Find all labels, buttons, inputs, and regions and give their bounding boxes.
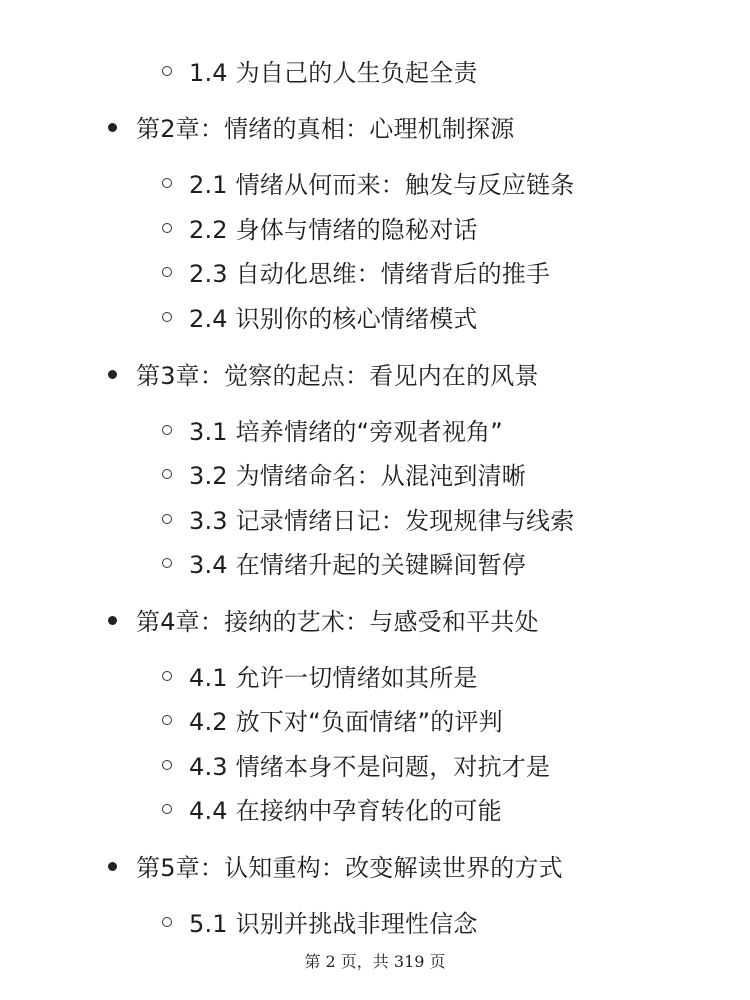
toc-section-item xyxy=(162,455,526,495)
page-number-footer: 第 2 页，共 319 页 xyxy=(304,952,446,971)
toc-chapter-label: 第2章：情绪的真相：心理机制探源 xyxy=(136,115,515,143)
hollow-bullet-icon xyxy=(162,760,172,770)
toc-chapter-item xyxy=(108,847,563,887)
toc-chapter-item xyxy=(108,355,539,395)
toc-section-label: 4.2 放下对“负面情绪”的评判 xyxy=(189,708,503,736)
hollow-bullet-icon xyxy=(162,223,172,233)
filled-bullet-icon xyxy=(108,616,117,625)
hollow-bullet-icon xyxy=(162,671,172,681)
toc-section-label: 4.3 情绪本身不是问题，对抗才是 xyxy=(189,753,551,781)
toc-section-item xyxy=(162,701,503,741)
hollow-bullet-icon xyxy=(162,66,172,76)
hollow-bullet-icon xyxy=(162,425,172,435)
filled-bullet-icon xyxy=(108,123,117,132)
toc-section-item xyxy=(162,209,478,249)
toc-section-label: 5.1 识别并挑战非理性信念 xyxy=(189,910,478,938)
toc-section-item xyxy=(162,544,526,584)
hollow-bullet-icon xyxy=(162,514,172,524)
hollow-bullet-icon xyxy=(162,917,172,927)
toc-chapter-item xyxy=(108,601,539,641)
toc-section-label: 3.4 在情绪升起的关键瞬间暂停 xyxy=(189,551,526,579)
toc-section-label: 2.3 自动化思维：情绪背后的推手 xyxy=(189,260,551,288)
toc-section-label: 3.2 为情绪命名：从混沌到清晰 xyxy=(189,462,526,490)
toc-section-label: 4.4 在接纳中孕育转化的可能 xyxy=(189,797,502,825)
hollow-bullet-icon xyxy=(162,312,172,322)
toc-section-label: 4.1 允许一切情绪如其所是 xyxy=(189,664,478,692)
toc-section-item xyxy=(162,253,550,293)
toc-section-item xyxy=(162,903,478,943)
toc-section-item xyxy=(162,298,478,338)
toc-section-item xyxy=(162,500,574,540)
toc-section-item xyxy=(162,52,478,92)
hollow-bullet-icon xyxy=(162,267,172,277)
toc-chapter-label: 第4章：接纳的艺术：与感受和平共处 xyxy=(136,608,539,636)
filled-bullet-icon xyxy=(108,370,117,379)
hollow-bullet-icon xyxy=(162,178,172,188)
toc-section-label: 1.4 为自己的人生负起全责 xyxy=(189,59,478,87)
toc-section-item xyxy=(162,790,502,830)
toc-chapter-label: 第5章：认知重构：改变解读世界的方式 xyxy=(136,854,563,882)
toc-section-label: 2.2 身体与情绪的隐秘对话 xyxy=(189,216,478,244)
filled-bullet-icon xyxy=(108,862,117,871)
toc-section-label: 2.4 识别你的核心情绪模式 xyxy=(189,305,478,333)
toc-chapter-item xyxy=(108,108,514,148)
toc-section-item xyxy=(162,657,478,697)
toc-section-item xyxy=(162,411,503,451)
hollow-bullet-icon xyxy=(162,715,172,725)
toc-chapter-label: 第3章：觉察的起点：看见内在的风景 xyxy=(136,362,539,390)
hollow-bullet-icon xyxy=(162,469,172,479)
toc-section-item xyxy=(162,746,550,786)
hollow-bullet-icon xyxy=(162,804,172,814)
toc-section-item xyxy=(162,164,574,204)
toc-section-label: 3.1 培养情绪的“旁观者视角” xyxy=(189,418,503,446)
toc-section-label: 2.1 情绪从何而来：触发与反应链条 xyxy=(189,171,575,199)
hollow-bullet-icon xyxy=(162,558,172,568)
toc-section-label: 3.3 记录情绪日记：发现规律与线索 xyxy=(189,507,575,535)
